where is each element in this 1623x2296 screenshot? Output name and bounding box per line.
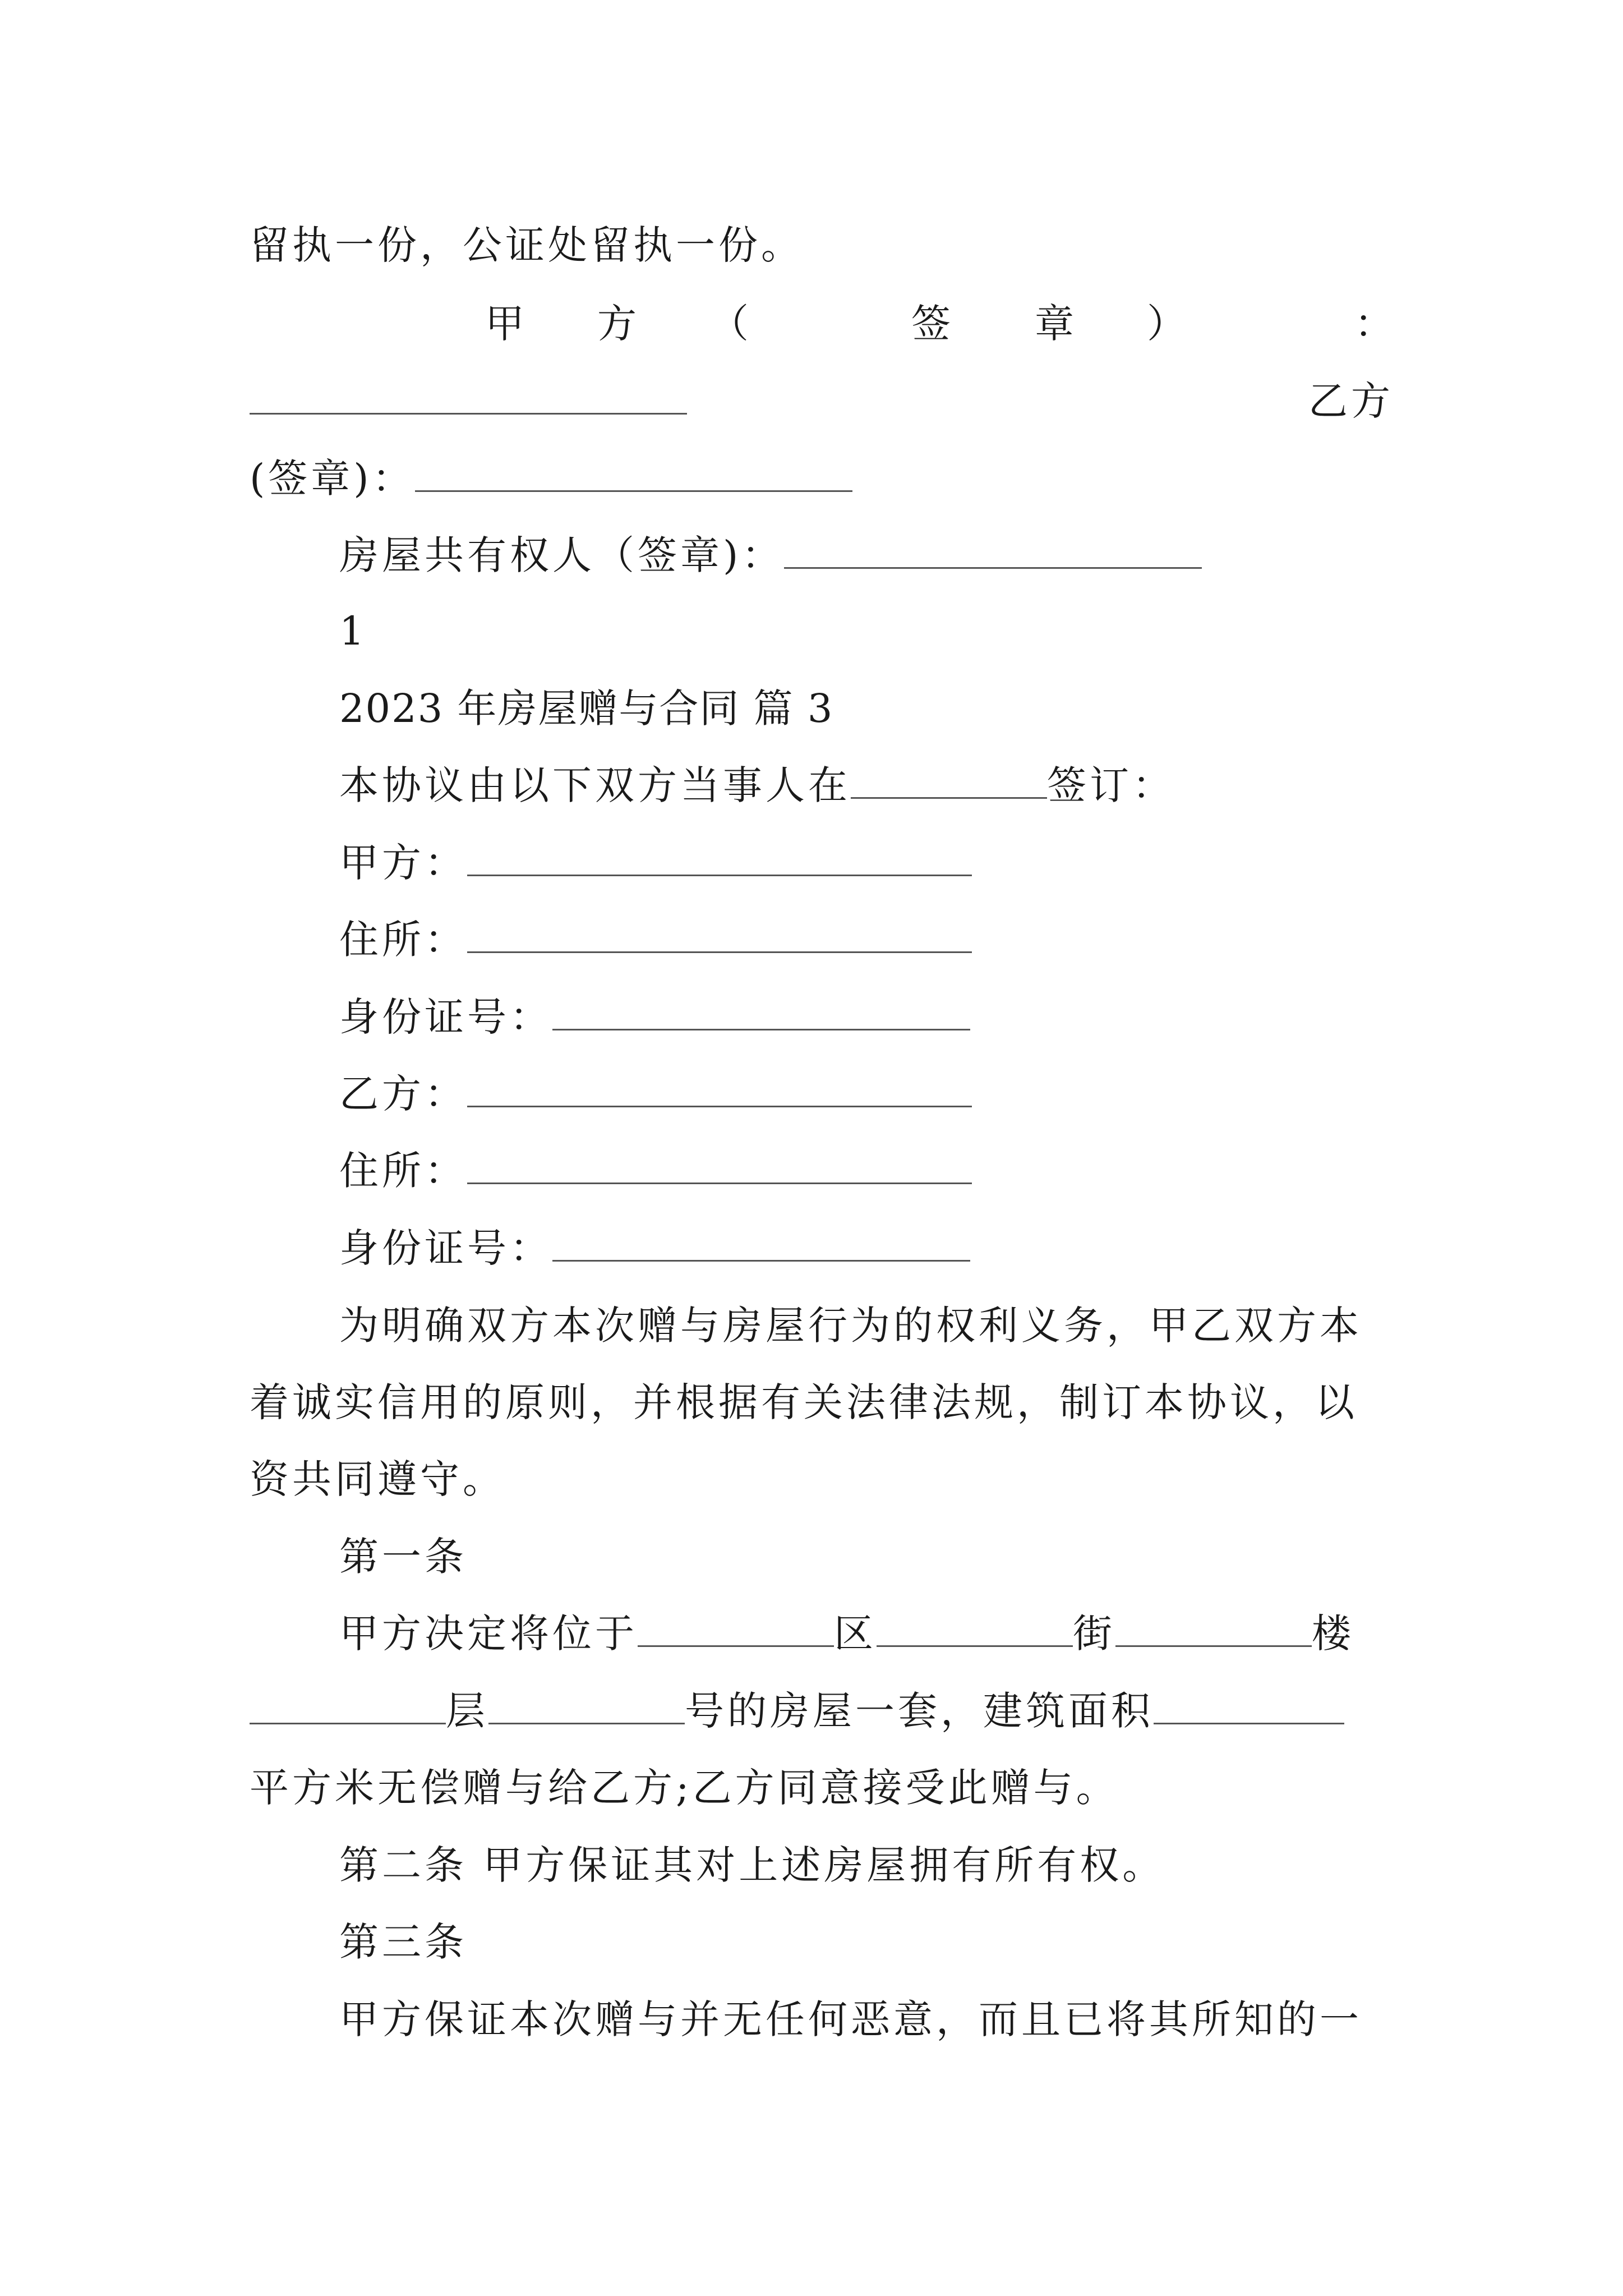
blank-line[interactable] <box>1115 1612 1312 1647</box>
article-heading: 第三条 <box>339 1919 467 1965</box>
party-b-label: 乙方 <box>1308 378 1394 424</box>
blank-line[interactable] <box>250 379 687 415</box>
address-field-a <box>339 914 972 965</box>
intro-line <box>339 760 1175 811</box>
blank-line[interactable] <box>638 1612 834 1647</box>
label: 房屋共有权人（签章)： <box>339 532 785 578</box>
text-line: 留执一份，公证处留执一份。 <box>250 222 804 268</box>
blank-line[interactable] <box>250 1689 446 1724</box>
blank-line[interactable] <box>415 457 852 492</box>
paragraph-line: 平方米无偿赠与给乙方;乙方同意接受此赠与。 <box>250 1765 1119 1811</box>
blank-line[interactable] <box>467 918 972 953</box>
label: 甲方决定将位于 <box>339 1611 638 1657</box>
label: 住所： <box>339 1148 467 1194</box>
char: ： <box>1354 301 1397 347</box>
blank-line[interactable] <box>467 1072 972 1107</box>
blank-line[interactable] <box>552 995 970 1030</box>
char: 方 <box>597 301 640 347</box>
blank-line[interactable] <box>467 841 972 876</box>
char: 签 <box>911 301 954 347</box>
paragraph-line: 甲方保证本次赠与并无任何恶意，而且已将其所知的一 <box>339 1996 1362 2042</box>
party-b-signature <box>250 453 852 504</box>
blank-line[interactable] <box>467 1149 972 1184</box>
label: 楼 <box>1312 1611 1354 1657</box>
article-1-line-1 <box>339 1608 1394 1659</box>
label: 区 <box>834 1611 877 1657</box>
address-field-b <box>339 1145 972 1196</box>
label: 身份证号： <box>339 994 552 1040</box>
paragraph-line: 资共同遵守。 <box>250 1456 505 1502</box>
label: 号的房屋一套，建筑面积 <box>685 1688 1154 1734</box>
article-heading: 第一条 <box>339 1534 467 1580</box>
party-b-field <box>339 1069 972 1119</box>
blank-line[interactable] <box>552 1226 970 1262</box>
blank-line[interactable] <box>1154 1689 1344 1724</box>
blank-line[interactable] <box>877 1612 1073 1647</box>
char: 章 <box>1035 301 1077 347</box>
coowner-signature <box>339 530 1202 581</box>
label: 街 <box>1073 1611 1115 1657</box>
id-field-a <box>339 992 970 1042</box>
label: 住所： <box>339 917 467 963</box>
label: 本协议由以下双方当事人在 <box>339 762 851 808</box>
article-1-line-2 <box>250 1686 1344 1736</box>
paragraph-line: 着诚实信用的原则，并根据有关法律法规，制订本协议，以 <box>250 1379 1358 1425</box>
article-heading: 第二条 甲方保证其对上述房屋拥有所有权。 <box>339 1842 1165 1888</box>
id-field-b <box>339 1223 970 1273</box>
label: 层 <box>446 1688 488 1734</box>
section-heading: 2023 年房屋赠与合同 篇 3 <box>339 685 834 731</box>
char: 甲 <box>485 301 528 347</box>
label: (签章)： <box>250 455 415 501</box>
char: （ <box>709 301 752 347</box>
blank-line[interactable] <box>784 533 1202 569</box>
party-a-field <box>339 838 972 888</box>
signature-row <box>250 376 1394 426</box>
label: 乙方： <box>339 1071 467 1117</box>
label: 身份证号： <box>339 1225 552 1271</box>
blank-line[interactable] <box>851 763 1047 799</box>
page-number: 1 <box>339 608 368 654</box>
paragraph-line: 为明确双方本次赠与房屋行为的权利义务，甲乙双方本 <box>339 1303 1362 1349</box>
char: ） <box>1147 301 1189 347</box>
label: 签订： <box>1047 762 1175 808</box>
blank-line[interactable] <box>488 1689 685 1724</box>
label: 甲方： <box>339 840 467 886</box>
